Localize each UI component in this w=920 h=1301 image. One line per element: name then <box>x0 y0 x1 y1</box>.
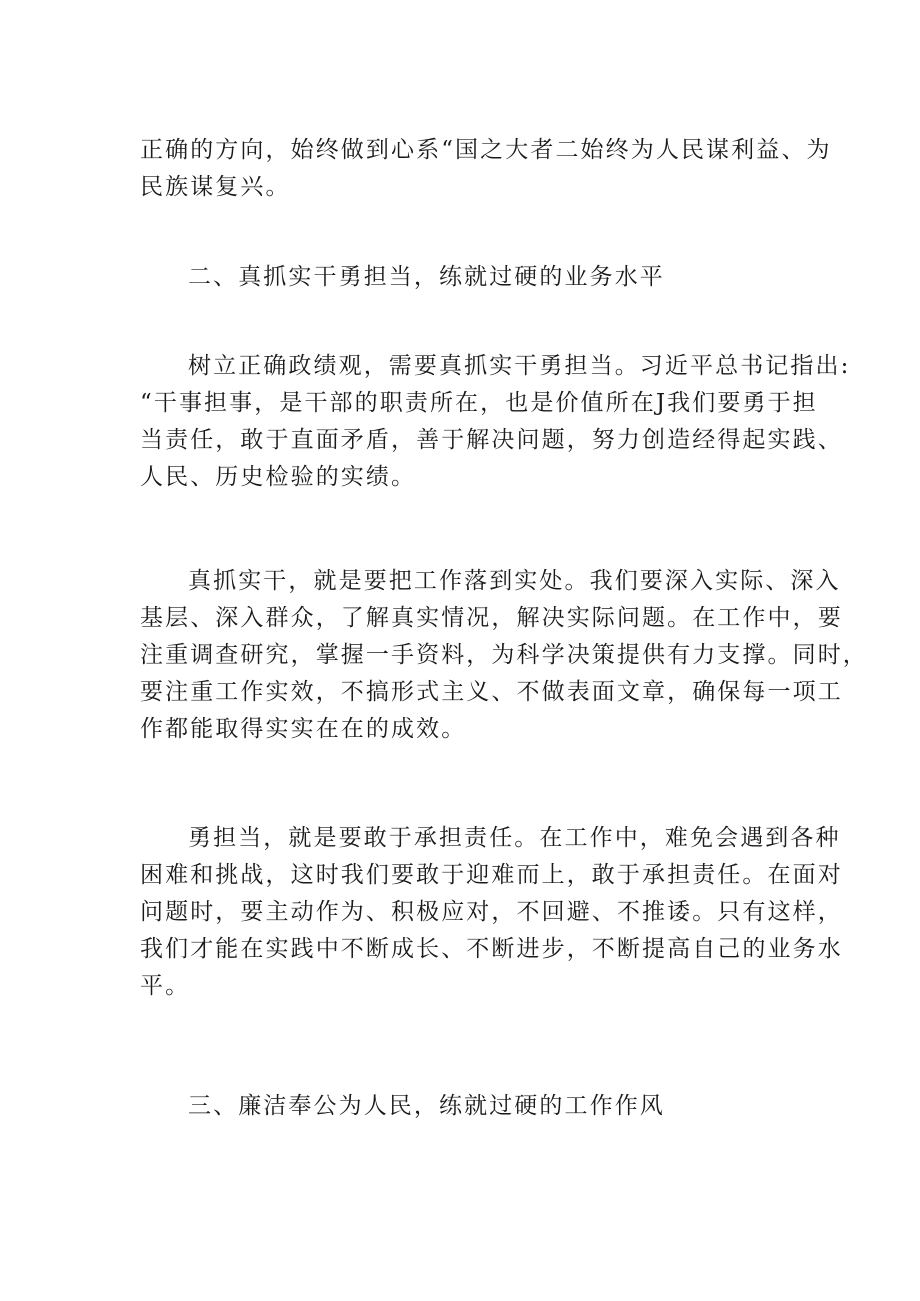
text-line: 基层、深入群众，了解真实情况，解决实际问题。在工作中，要 <box>140 605 843 631</box>
text-line: 人民、历史检验的实绩。 <box>140 464 417 490</box>
section-heading-2: 二、真抓实干勇担当，练就过硬的业务水平 <box>188 264 665 290</box>
text-line: “干事担事，是干部的职责所在，也是价值所在J我们要勇于担 <box>140 390 818 416</box>
text-line: 当责任，敢于直面矛盾，善于解决问题，努力创造经得起实践、 <box>140 427 843 453</box>
section-heading-3: 三、廉洁奉公为人民，练就过硬的工作作风 <box>188 1093 665 1119</box>
paragraph-continuation <box>140 132 832 206</box>
paragraph-4 <box>140 820 843 1005</box>
text-line: 民族谋复兴。 <box>140 174 291 200</box>
text-line: 注重调查研究，掌握一手资料，为科学决策提供有力支撑。同时， <box>140 642 868 668</box>
text-line: 要注重工作实效，不搞形式主义、不做表面文章，确保每一项工 <box>140 679 843 705</box>
text-line: 我们才能在实践中不断成长、不断进步，不断提高自己的业务水 <box>140 936 843 962</box>
text-line: 正确的方向，始终做到心系“国之大者二始终为人民谋利益、为 <box>140 137 832 163</box>
text-line: 平。 <box>140 973 191 999</box>
text-line: 问题时，要主动作为、积极应对，不回避、不推诿。只有这样， <box>140 899 843 925</box>
text-line: 困难和挑战，这时我们要敢于迎难而上，敢于承担责任。在面对 <box>140 862 843 888</box>
text-line: 树立正确政绩观，需要真抓实干勇担当。习近平总书记指出: <box>188 353 851 379</box>
paragraph-2 <box>140 348 851 496</box>
text-line: 勇担当，就是要敢于承担责任。在工作中，难免会遇到各种 <box>188 825 841 851</box>
paragraph-3 <box>140 563 868 748</box>
text-line: 作都能取得实实在在的成效。 <box>140 716 467 742</box>
text-line: 真抓实干，就是要把工作落到实处。我们要深入实际、深入 <box>188 568 841 594</box>
